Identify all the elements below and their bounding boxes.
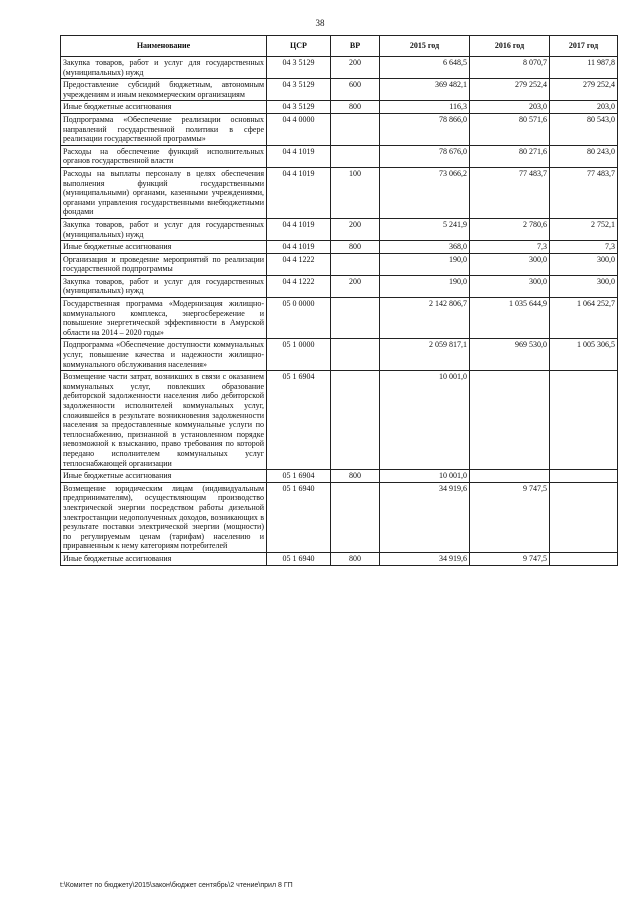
cell-2016: 1 035 644,9: [470, 298, 550, 339]
cell-vr: [331, 482, 380, 552]
cell-vr: 600: [331, 79, 380, 101]
cell-name: Подпрограмма «Обеспечение доступности коммунальных услуг, повышение качества и надежности жилищно-коммунального обслуживания населения»: [61, 339, 267, 371]
header-2015: 2015 год: [380, 36, 470, 57]
cell-2017: 2 752,1: [550, 218, 618, 240]
cell-2017: 80 543,0: [550, 113, 618, 145]
file-path-footer: t:\Комитет по бюджету\2015\закон\бюджет сентябрь\2 чтение\прил 8 ГП: [60, 882, 293, 889]
cell-csr: 05 0 0000: [267, 298, 331, 339]
cell-vr: [331, 113, 380, 145]
cell-2016: 80 571,6: [470, 113, 550, 145]
cell-2016: 77 483,7: [470, 167, 550, 218]
cell-2017: [550, 552, 618, 565]
cell-csr: 04 4 1222: [267, 275, 331, 297]
cell-2017: [550, 371, 618, 470]
cell-2016: 2 780,6: [470, 218, 550, 240]
cell-2016: 969 530,0: [470, 339, 550, 371]
table-row: [61, 298, 618, 339]
cell-name: Закупка товаров, работ и услуг для государственных (муниципальных) нужд: [61, 275, 267, 297]
table-row: [61, 113, 618, 145]
cell-2016: 300,0: [470, 253, 550, 275]
cell-2015: 78 866,0: [380, 113, 470, 145]
cell-name: Иные бюджетные ассигнования: [61, 241, 267, 254]
cell-2017: 279 252,4: [550, 79, 618, 101]
cell-2015: 190,0: [380, 253, 470, 275]
cell-name: Расходы на выплаты персоналу в целях обеспечения выполнения функций государственными (муниципальными) органами, казенными учреждениями, органами управления государственными внебюджетными фондами: [61, 167, 267, 218]
table-row: [61, 339, 618, 371]
cell-vr: 800: [331, 470, 380, 483]
cell-2015: 78 676,0: [380, 145, 470, 167]
cell-vr: 100: [331, 167, 380, 218]
table-header-row: [61, 36, 618, 57]
cell-2015: 34 919,6: [380, 482, 470, 552]
budget-table: [60, 35, 618, 566]
header-vr: ВР: [331, 36, 380, 57]
cell-2015: 369 482,1: [380, 79, 470, 101]
cell-2016: 80 271,6: [470, 145, 550, 167]
cell-2015: 6 648,5: [380, 57, 470, 79]
table-row: [61, 167, 618, 218]
cell-name: Закупка товаров, работ и услуг для государственных (муниципальных) нужд: [61, 57, 267, 79]
cell-2017: 77 483,7: [550, 167, 618, 218]
cell-vr: [331, 298, 380, 339]
header-2016: 2016 год: [470, 36, 550, 57]
header-name: Наименование: [61, 36, 267, 57]
cell-2017: 11 987,8: [550, 57, 618, 79]
cell-csr: 04 4 1019: [267, 145, 331, 167]
cell-csr: 05 1 6940: [267, 482, 331, 552]
cell-vr: 200: [331, 57, 380, 79]
cell-2016: [470, 371, 550, 470]
cell-csr: 05 1 6904: [267, 371, 331, 470]
table-row: [61, 371, 618, 470]
cell-2016: 7,3: [470, 241, 550, 254]
cell-2017: 203,0: [550, 101, 618, 114]
cell-csr: 04 4 1019: [267, 241, 331, 254]
table-row: [61, 218, 618, 240]
table-row: [61, 79, 618, 101]
cell-name: Предоставление субсидий бюджетным, автономным учреждениям и иным некоммерческим организациям: [61, 79, 267, 101]
cell-2015: 2 142 806,7: [380, 298, 470, 339]
cell-name: Возмещение юридическим лицам (индивидуальным предпринимателям), осуществляющим производство электрической энергии посредством работы дизельной электростанции недополученных доходов, возникающих в результате поставки электрической энергии (мощности) по регулируемым ценам (тарифам) населению и приравненным к нему категориям потребителей: [61, 482, 267, 552]
cell-name: Организация и проведение мероприятий по реализации государственной подпрограммы: [61, 253, 267, 275]
cell-2015: 73 066,2: [380, 167, 470, 218]
cell-name: Расходы на обеспечение функций исполнительных органов государственной власти: [61, 145, 267, 167]
cell-vr: [331, 371, 380, 470]
cell-2017: 1 005 306,5: [550, 339, 618, 371]
header-2017: 2017 год: [550, 36, 618, 57]
cell-name: Иные бюджетные ассигнования: [61, 470, 267, 483]
cell-csr: 04 3 5129: [267, 101, 331, 114]
table-row: [61, 482, 618, 552]
cell-2017: 80 243,0: [550, 145, 618, 167]
cell-name: Возмещение части затрат, возникших в связи с оказанием коммунальных услуг, повлекших образование дебиторской задолженности населения либо дебиторской задолженности исполнителей коммунальных услуг, сложившейся в результате возникновения задолженности населения за предоставленные коммунальные услуги по теплоснабжению, признанной в установленном порядке невозможной к взысканию, право требования по которой передано исполнителем коммунальных услуг теплоснабжающей организации: [61, 371, 267, 470]
cell-vr: [331, 253, 380, 275]
cell-2017: 1 064 252,7: [550, 298, 618, 339]
cell-csr: 05 1 6904: [267, 470, 331, 483]
cell-2016: 9 747,5: [470, 552, 550, 565]
table-row: [61, 470, 618, 483]
cell-vr: 800: [331, 552, 380, 565]
cell-name: Государственная программа «Модернизация жилищно-коммунального комплекса, энергосбережение и повышение энергетической эффективности в Амурской области на 2014 – 2020 годы»: [61, 298, 267, 339]
cell-vr: 200: [331, 218, 380, 240]
cell-2015: 190,0: [380, 275, 470, 297]
cell-csr: 04 4 0000: [267, 113, 331, 145]
cell-2016: [470, 470, 550, 483]
cell-name: Подпрограмма «Обеспечение реализации основных направлений государственной политики в сфере реализации государственной программы»: [61, 113, 267, 145]
cell-csr: 05 1 6940: [267, 552, 331, 565]
cell-csr: 05 1 0000: [267, 339, 331, 371]
cell-2015: 10 001,0: [380, 371, 470, 470]
cell-name: Иные бюджетные ассигнования: [61, 101, 267, 114]
cell-2017: 300,0: [550, 275, 618, 297]
cell-2016: 8 070,7: [470, 57, 550, 79]
table-row: [61, 275, 618, 297]
table-row: [61, 253, 618, 275]
cell-vr: 800: [331, 241, 380, 254]
cell-2015: 5 241,9: [380, 218, 470, 240]
cell-2017: [550, 482, 618, 552]
cell-2016: 9 747,5: [470, 482, 550, 552]
cell-name: Закупка товаров, работ и услуг для государственных (муниципальных) нужд: [61, 218, 267, 240]
cell-2015: 10 001,0: [380, 470, 470, 483]
cell-2017: 300,0: [550, 253, 618, 275]
cell-vr: [331, 145, 380, 167]
cell-csr: 04 3 5129: [267, 57, 331, 79]
page-number: 38: [315, 18, 325, 28]
table-row: [61, 145, 618, 167]
table-row: [61, 57, 618, 79]
cell-csr: 04 4 1019: [267, 167, 331, 218]
cell-2017: [550, 470, 618, 483]
table-row: [61, 241, 618, 254]
cell-2015: 116,3: [380, 101, 470, 114]
cell-vr: 800: [331, 101, 380, 114]
cell-2016: 203,0: [470, 101, 550, 114]
cell-csr: 04 3 5129: [267, 79, 331, 101]
table-row: [61, 552, 618, 565]
cell-name: Иные бюджетные ассигнования: [61, 552, 267, 565]
cell-2016: 300,0: [470, 275, 550, 297]
cell-2015: 34 919,6: [380, 552, 470, 565]
cell-2017: 7,3: [550, 241, 618, 254]
header-csr: ЦСР: [267, 36, 331, 57]
cell-2015: 368,0: [380, 241, 470, 254]
cell-2015: 2 059 817,1: [380, 339, 470, 371]
cell-2016: 279 252,4: [470, 79, 550, 101]
cell-vr: 200: [331, 275, 380, 297]
cell-csr: 04 4 1019: [267, 218, 331, 240]
cell-vr: [331, 339, 380, 371]
cell-csr: 04 4 1222: [267, 253, 331, 275]
table-row: [61, 101, 618, 114]
